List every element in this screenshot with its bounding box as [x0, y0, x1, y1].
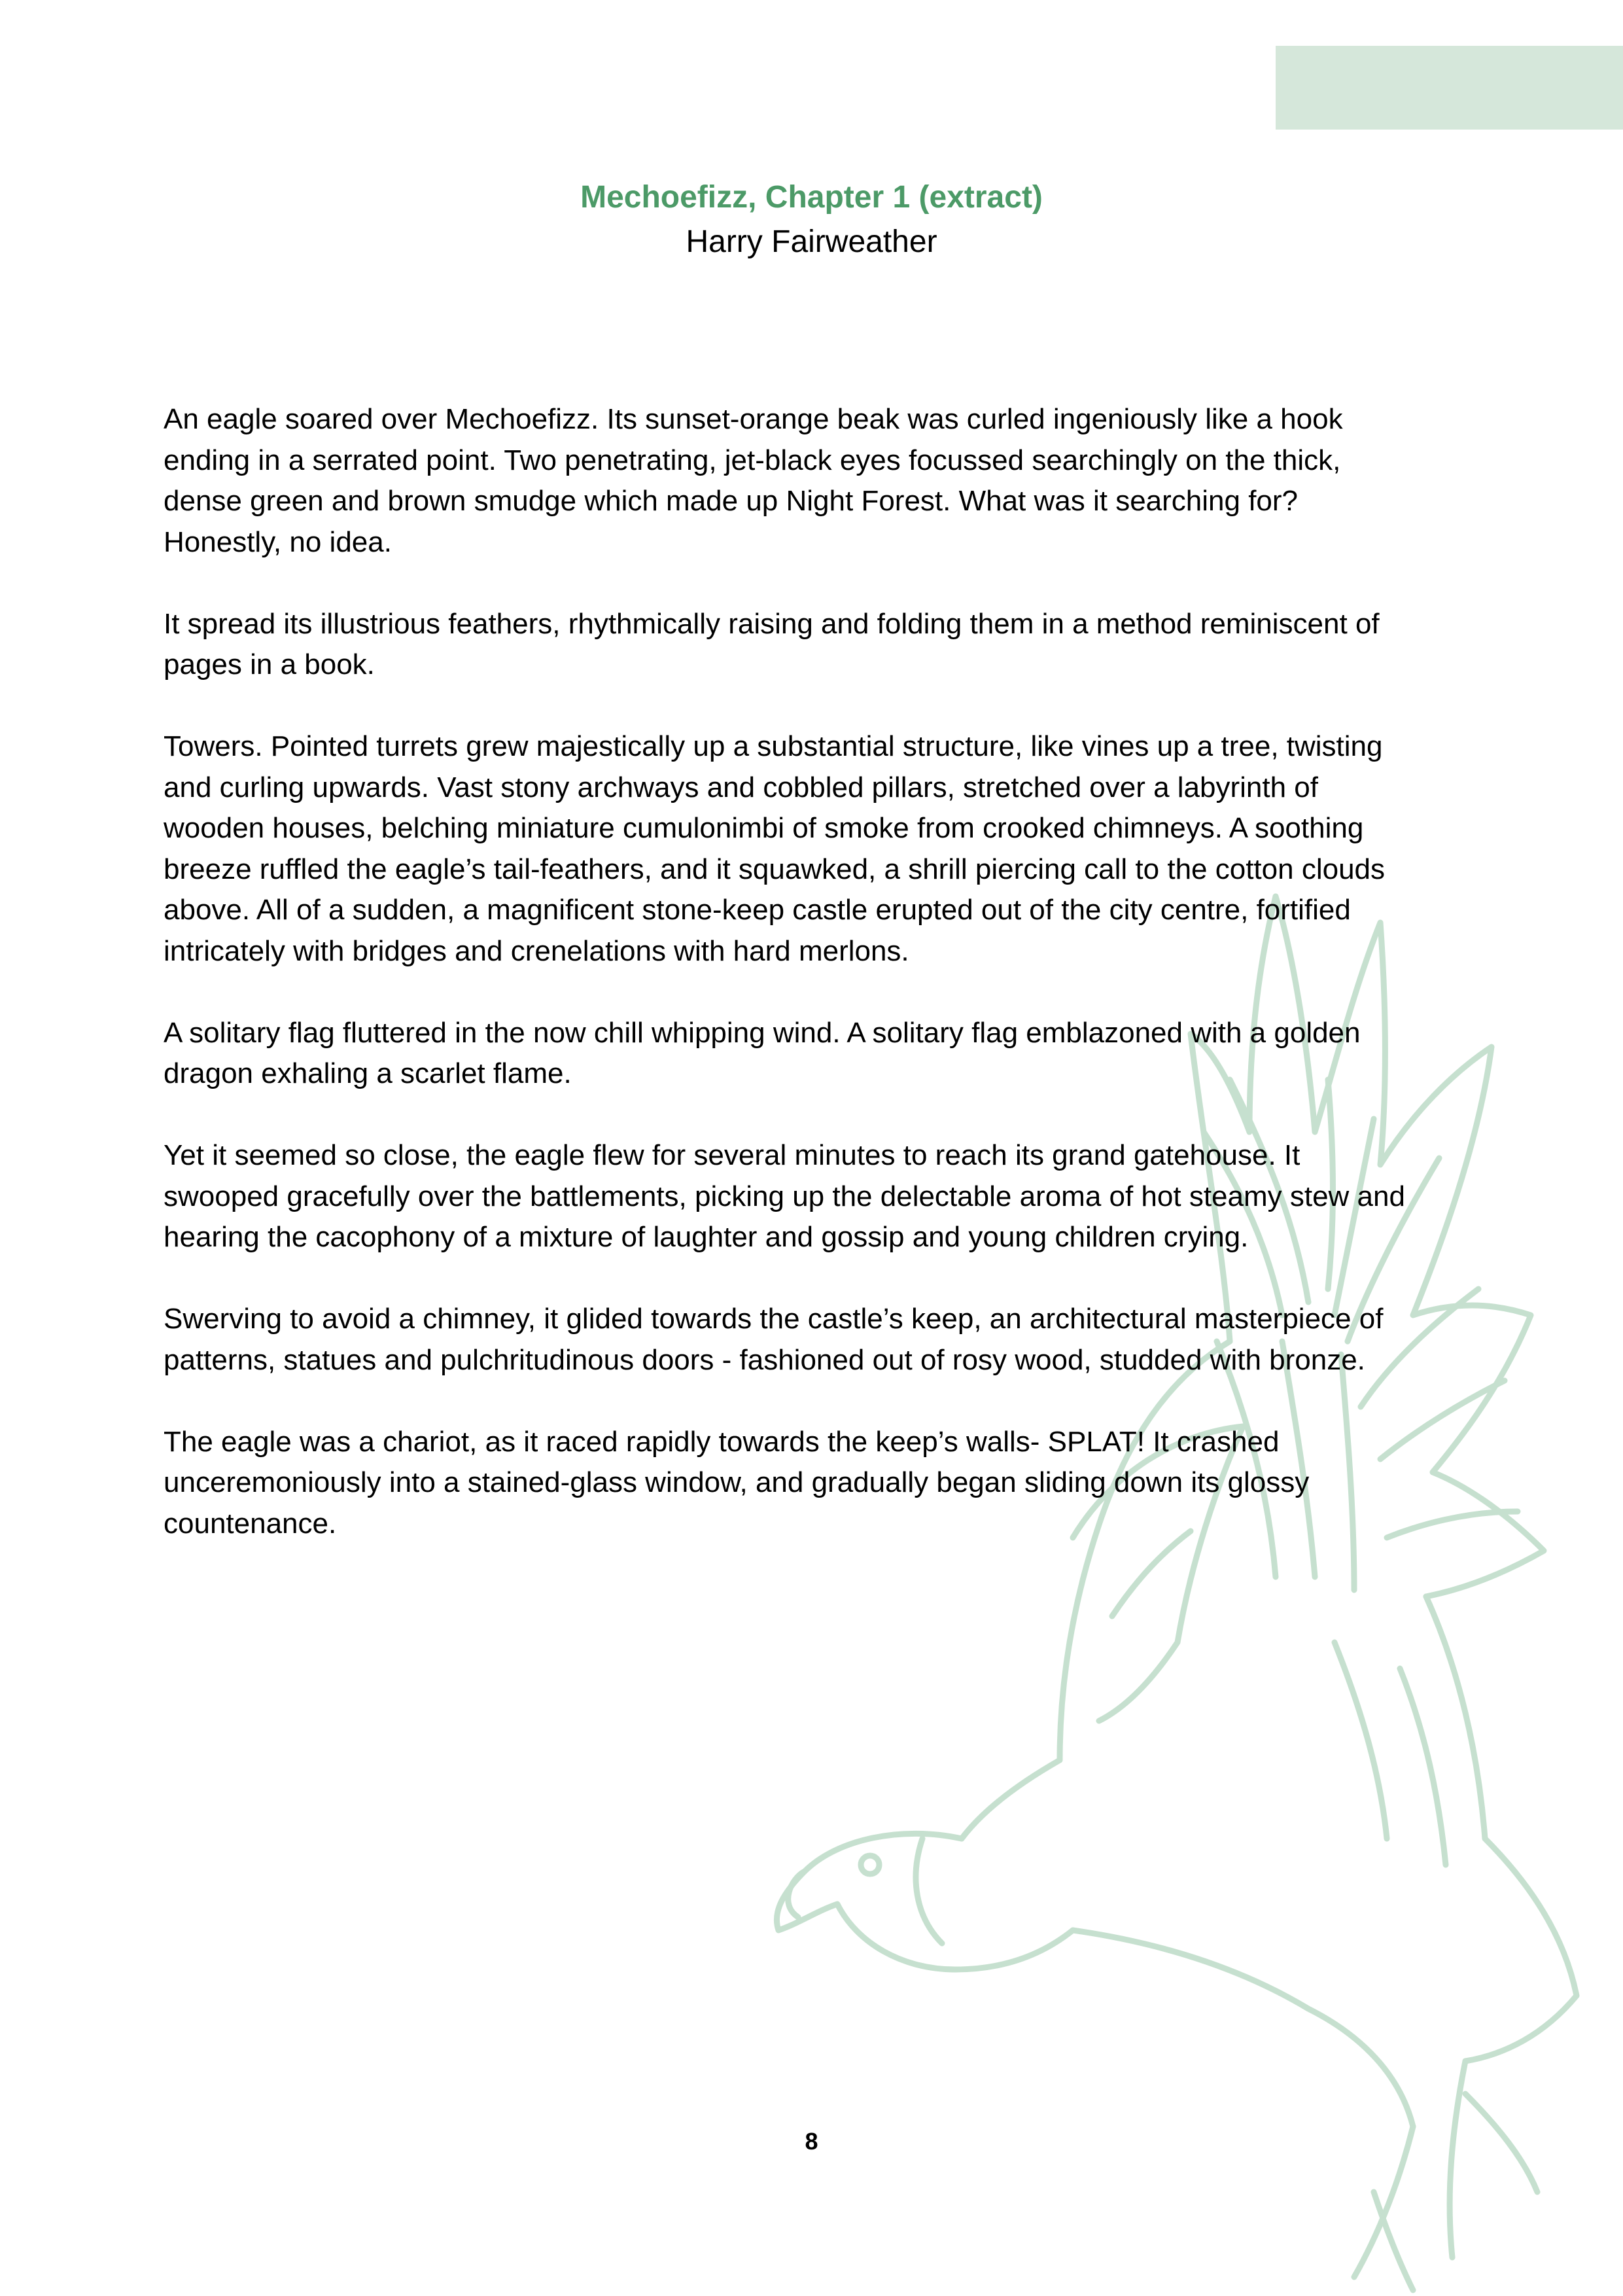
title-block [0, 175, 1623, 264]
document-author: Harry Fairweather [686, 224, 937, 259]
paragraph: Yet it seemed so close, the eagle flew for several minutes to reach its grand gatehouse. It swooped gracefully over the battlements, picking up the delectable aroma of hot steamy stew and hearing the cacophony of a mixture of laughter and gossip and young children crying. [164, 1139, 1405, 1253]
document-title: Mechoefizz, Chapter 1 (extract) [580, 180, 1043, 215]
paragraph: Swerving to avoid a chimney, it glided towards the castle’s keep, an architectural masterpiece of patterns, statues and pulchritudinous doors - fashioned out of rosy wood, studded with bronze. [164, 1303, 1384, 1376]
paragraph: A solitary flag fluttered in the now chill whipping wind. A solitary flag emblazoned with a golden dragon exhaling a scarlet flame. [164, 1016, 1361, 1089]
paragraph: Towers. Pointed turrets grew majestically up a substantial structure, like vines up a tree, twisting and curling upwards. Vast stony archways and cobbled pillars, stretched over a labyrinth of wooden houses, belching miniature cumulonimbi of smoke from crooked chimneys. A soothing breeze ruffled the eagle’s tail-feathers, and it squawked, a shrill piercing call to the cotton clouds above. All of a sudden, a magnificent stone-keep castle erupted out of the city centre, fortified intricately with bridges and crenelations with hard merlons. [164, 730, 1386, 967]
paragraph: It spread its illustrious feathers, rhythmically raising and folding them in a method reminiscent of pages in a book. [164, 607, 1380, 680]
paragraph: An eagle soared over Mechoefizz. Its sunset-orange beak was curled ingeniously like a hook ending in a serrated point. Two penetrating, jet-black eyes focussed searchingly on the thick, dense green and brown smudge which made up Night Forest. What was it searching for? Honestly, no idea. [164, 403, 1343, 558]
page-number: 8 [805, 2128, 818, 2155]
body-text [164, 399, 1472, 1585]
paragraph: The eagle was a chariot, as it raced rapidly towards the keep’s walls- SPLAT! It crashed unceremoniously into a stained-glass window, and gradually began sliding down its glossy countenance. [164, 1425, 1310, 1540]
corner-accent-tab [1276, 46, 1623, 130]
